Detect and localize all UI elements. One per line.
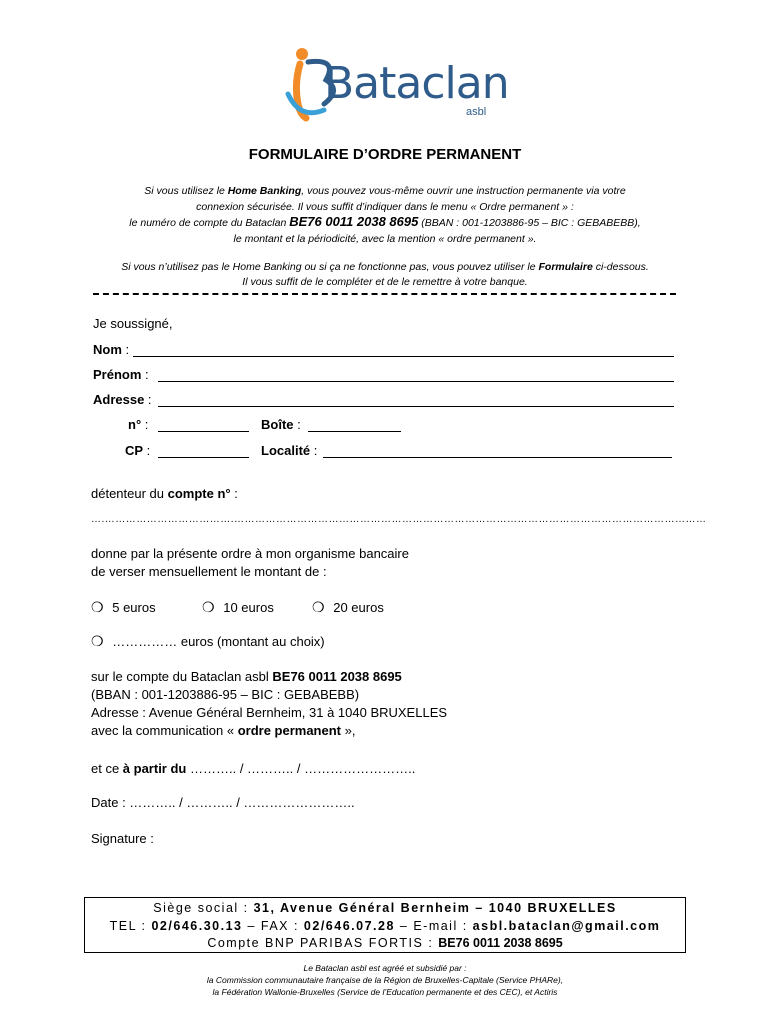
- adresse-field[interactable]: [158, 406, 674, 407]
- cut-line: [93, 293, 676, 295]
- logo-word: Bataclan: [324, 58, 509, 109]
- footer-address: Siège social : 31, Avenue Général Bernheim – 1040 BRUXELLES: [153, 901, 617, 915]
- prenom-field[interactable]: [158, 381, 674, 382]
- radio-icon: ❍: [202, 599, 215, 615]
- localite-field[interactable]: [323, 457, 672, 458]
- intro-line-5: Si vous n’utilisez pas le Home Banking ou si ça ne fonctionne pas, vous pouvez utiliser le Formulaire ci-dessous.: [121, 261, 649, 273]
- beneficiary-account: sur le compte du Bataclan asbl BE76 0011 2038 8695: [91, 669, 402, 684]
- beneficiary-bban: (BBAN : 001-1203886-95 – BIC : GEBABEBB): [91, 687, 360, 702]
- account-number-field[interactable]: ….……………………………….………………………………………………………………………………………………………………………: [91, 514, 707, 525]
- order-line-1: donne par la présente ordre à mon organisme bancaire: [91, 546, 409, 561]
- radio-icon: ❍: [91, 633, 104, 649]
- note-line-1: Le Bataclan asbl est agréé et subsidié par :: [303, 963, 467, 973]
- date-field[interactable]: Date : ……….. / ……….. / ……………………..: [91, 795, 355, 810]
- intro-line-4: le montant et la périodicité, avec la mention « ordre permanent ».: [233, 233, 537, 245]
- cp-field[interactable]: [158, 457, 249, 458]
- footer-contact: TEL : 02/646.30.13 – FAX : 02/646.07.28 – E-mail : asbl.bataclan@gmail.com: [109, 918, 661, 933]
- adresse-label: Adresse :: [93, 392, 152, 407]
- intro-line-3: le numéro de compte du Bataclan BE76 0011 2038 8695 (BBAN : 001-1203886-95 – BIC : GEBABEBB),: [129, 214, 641, 229]
- cp-label: CP :: [125, 443, 151, 458]
- logo-suffix: asbl: [466, 106, 487, 118]
- order-line-2: de verser mensuellement le montant de :: [91, 564, 327, 579]
- footer-bank: Compte BNP PARIBAS FORTIS : BE76 0011 2038 8695: [207, 936, 563, 950]
- page-title: FORMULAIRE D’ORDRE PERMANENT: [248, 146, 522, 163]
- nom-field[interactable]: [133, 356, 674, 357]
- numero-label: n° :: [128, 417, 149, 432]
- accreditation-note: [0, 962, 770, 998]
- boite-label: Boîte :: [261, 417, 301, 432]
- radio-icon: ❍: [91, 599, 104, 615]
- numero-field[interactable]: [158, 431, 249, 432]
- beneficiary-communication: avec la communication « ordre permanent »,: [91, 723, 356, 738]
- bataclan-logo: [280, 44, 509, 122]
- note-line-3: la Fédération Wallonie-Bruxelles (Service de l’Education permanente et des CEC), et Actiris: [212, 987, 558, 997]
- prenom-label: Prénom :: [93, 367, 149, 382]
- beneficiary-address: Adresse : Avenue Général Bernheim, 31 à 1040 BRUXELLES: [91, 705, 448, 720]
- intro-line-2: connexion sécurisée. Il vous suffit d’indiquer dans le menu « Ordre permanent » :: [196, 201, 574, 213]
- start-date-field[interactable]: et ce à partir du ……….. / ……….. / ……………………..: [91, 761, 416, 776]
- footer-contact-box: [84, 897, 686, 953]
- option-20-euros[interactable]: ❍ 20 euros: [312, 599, 384, 615]
- localite-label: Localité :: [261, 443, 318, 458]
- intro-line-1: Si vous utilisez le Home Banking, vous pouvez vous-même ouvrir une instruction permanente via votre: [144, 185, 626, 197]
- note-line-2: la Commission communautaire française de la Région de Bruxelles-Capitale (Service PHARe),: [206, 975, 564, 985]
- boite-field[interactable]: [308, 431, 401, 432]
- signature-field[interactable]: Signature :: [91, 831, 154, 846]
- option-10-euros[interactable]: ❍ 10 euros: [202, 599, 274, 615]
- account-holder-label: détenteur du compte n° :: [91, 486, 238, 501]
- intro-line-6: Il vous suffit de le compléter et de le remettre à votre banque.: [242, 276, 528, 288]
- option-other-amount[interactable]: ❍ …………… euros (montant au choix): [91, 633, 325, 649]
- nom-label: Nom :: [93, 342, 130, 357]
- undersigned-label: Je soussigné,: [93, 316, 173, 331]
- option-5-euros[interactable]: ❍ 5 euros: [91, 599, 156, 615]
- radio-icon: ❍: [312, 599, 325, 615]
